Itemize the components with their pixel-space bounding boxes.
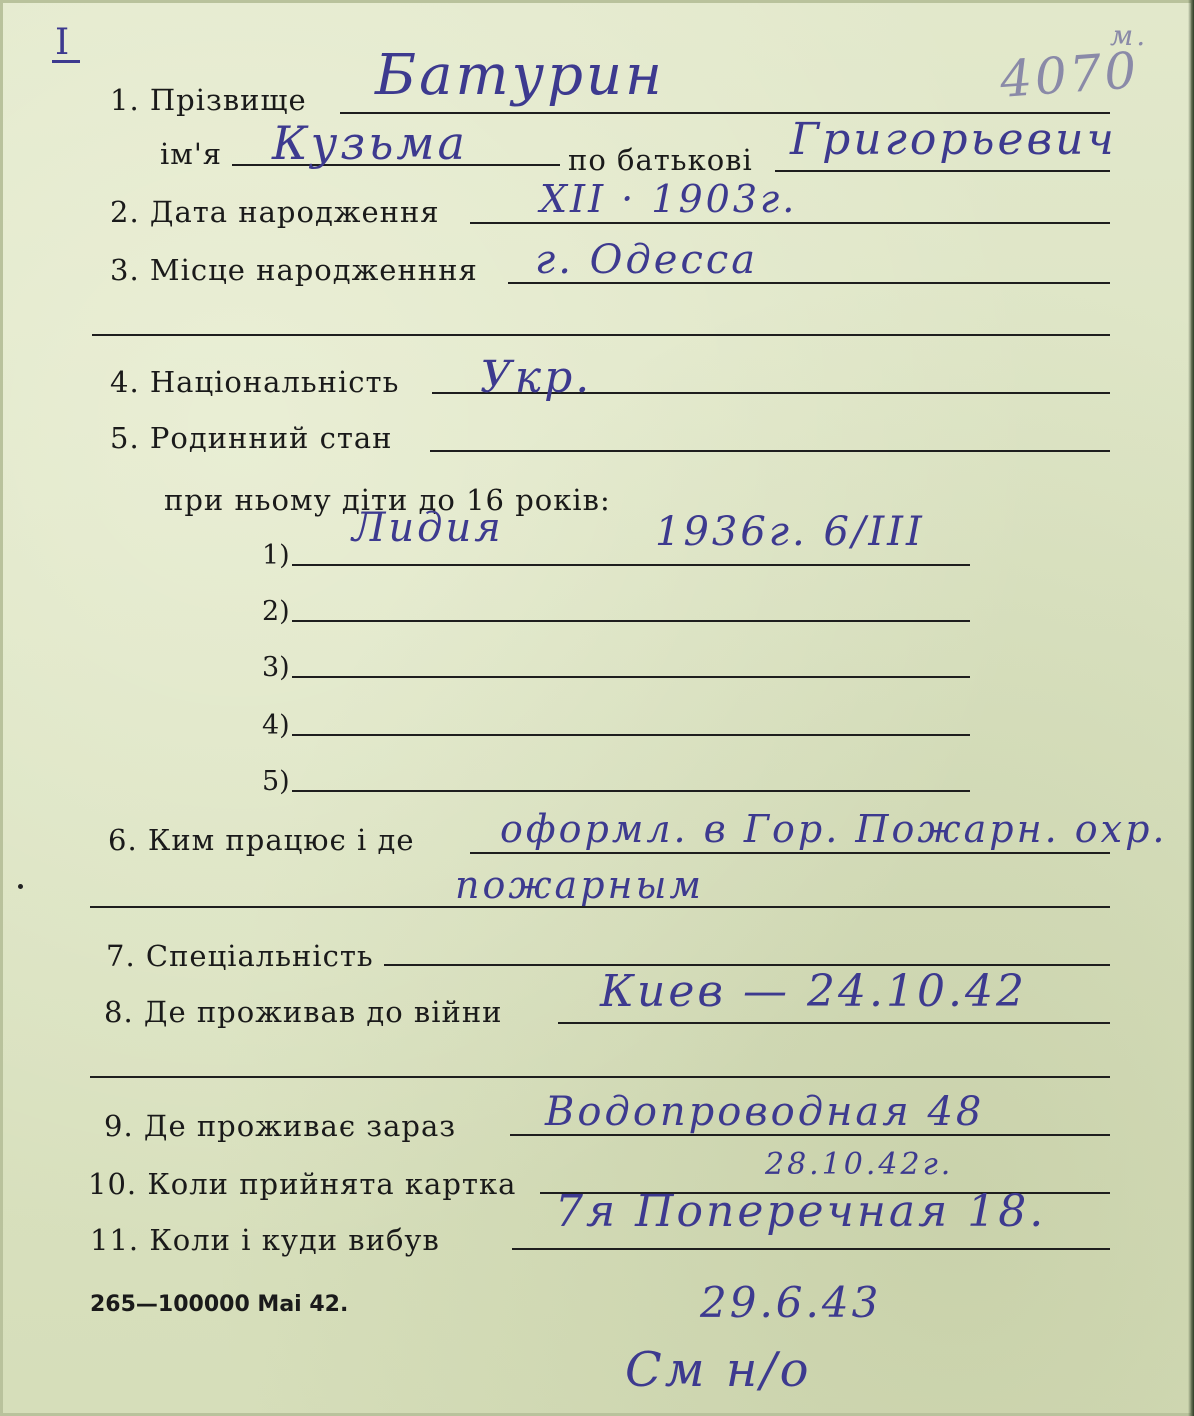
first-name-label: ім'я [160, 137, 223, 171]
current-residence-label: 9. Де проживає зараз [104, 1109, 457, 1143]
card-accepted-label: 10. Коли прийнята картка [88, 1167, 517, 1201]
archive-suffix: м. [1110, 19, 1149, 52]
prewar-residence-label: 8. Де проживав до війни [104, 995, 503, 1029]
print-code: 265—100000 Mai 42. [90, 1292, 349, 1317]
work-line [470, 852, 1110, 854]
child-number-2: 2) [262, 596, 290, 627]
child-line-5 [292, 790, 970, 792]
marital-status-label: 5. Родинний стан [110, 421, 393, 455]
birth-date-line [470, 222, 1110, 224]
child-number-4: 4) [262, 710, 290, 741]
work-value-2: пожарным [455, 863, 705, 907]
birth-date-label: 2. Дата народження [110, 195, 440, 229]
birth-date-value: XII · 1903г. [540, 177, 798, 221]
marital-status-line [430, 450, 1110, 452]
child-line-3 [292, 676, 970, 678]
child-line-1 [292, 564, 970, 566]
departure-line [512, 1248, 1110, 1250]
surname-value: Батурин [375, 43, 665, 108]
nationality-label: 4. Національність [110, 365, 400, 399]
departure-value: 7я Поперечная 18. [555, 1186, 1047, 1237]
child-line-2 [292, 620, 970, 622]
child-number-1: 1) [262, 540, 290, 571]
departure-label: 11. Коли і куди вибув [90, 1223, 440, 1257]
birth-place-value: г. Одесса [535, 237, 759, 283]
patronymic-line [775, 170, 1110, 172]
surname-label: 1. Прізвище [110, 83, 307, 117]
prewar-residence-line [558, 1022, 1110, 1024]
first-name-value: Кузьма [272, 116, 468, 170]
roman-underline [52, 60, 80, 63]
card-accepted-value: 28.10.42г. [765, 1147, 954, 1182]
current-residence-value: Водопроводная 48 [545, 1089, 985, 1135]
birth-place-label: 3. Місце народженння [110, 253, 478, 287]
patronymic-value: Григорьевич [790, 114, 1117, 165]
signature: См н/о [625, 1342, 812, 1398]
archive-number: 4070 [998, 41, 1142, 109]
prewar-residence-line-2 [90, 1076, 1110, 1078]
patronymic-label: по батькові [568, 143, 753, 177]
child-value-1: Лидия [352, 505, 504, 551]
child-line-4 [292, 734, 970, 736]
birth-place-line-2 [92, 334, 1110, 336]
paper-speck [18, 884, 23, 889]
work-label: 6. Ким працює і де [108, 823, 415, 857]
prewar-residence-value: Киев — 24.10.42 [600, 966, 1027, 1017]
children-label: при ньому діти до 16 років: [164, 483, 611, 517]
child-number-3: 3) [262, 652, 290, 683]
child-number-5: 5) [262, 766, 290, 797]
card-edge [1188, 0, 1194, 1416]
specialty-label: 7. Спеціальність [106, 939, 374, 973]
departure-date-note: 29.6.43 [700, 1278, 882, 1327]
children-note: 1936г. 6/III [655, 509, 925, 555]
roman-numeral-mark: I [55, 22, 70, 63]
work-value-1: оформл. в Гор. Пожарн. охр. [500, 807, 1168, 851]
nationality-value: Укр. [480, 352, 593, 403]
